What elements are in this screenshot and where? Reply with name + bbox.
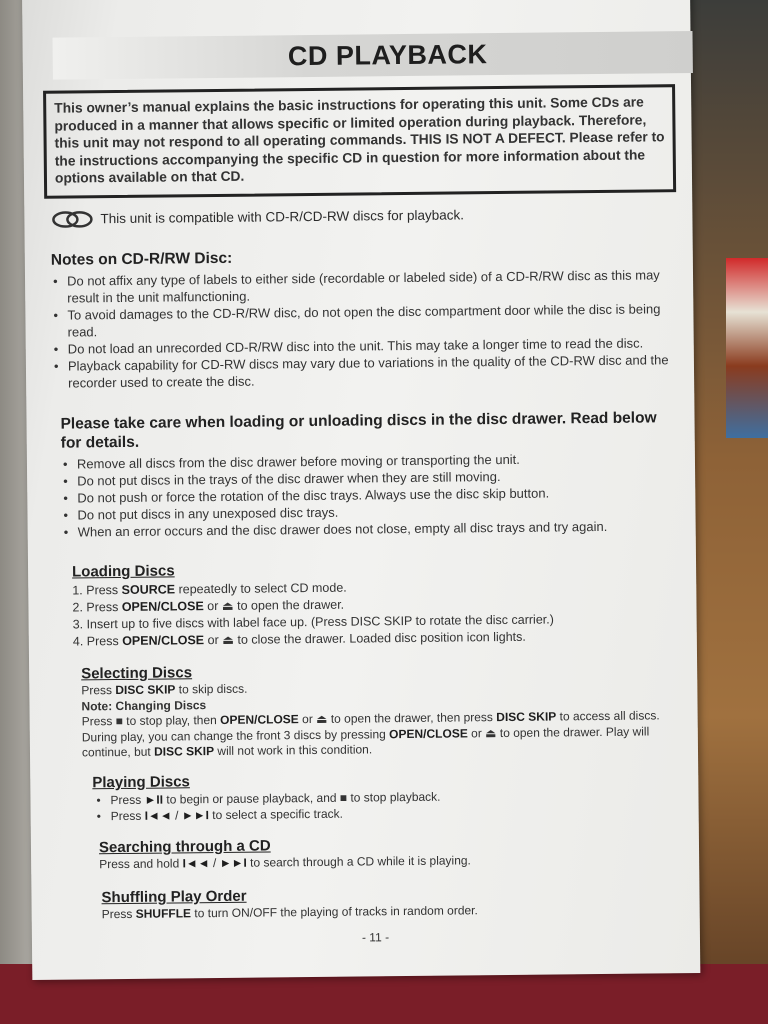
notice-box: This owner’s manual explains the basic instructions for operating this unit. Some CDs are produced in a manner that allows specific or limited operation during playback. Therefore, this unit may not respond to all operating commands. THIS IS NOT A DEFECT. Please refer to the instructions accompanying the specific CD in question for more information about the options available on that CD. xyxy=(43,84,676,198)
prev-track-icon: I◄◄ xyxy=(144,808,172,823)
cd-rw-logo-icon xyxy=(50,207,94,229)
loading-heading: Loading Discs xyxy=(72,562,175,581)
cdr-notes-list xyxy=(51,266,676,392)
playing-heading: Playing Discs xyxy=(92,773,190,792)
list-item: 1. Press SOURCE repeatedly to select CD mode. xyxy=(72,580,347,598)
next-track-icon: ►►I xyxy=(219,855,247,870)
list-item: • Press ►II to begin or pause playback, and ■ to stop playback. xyxy=(94,786,654,808)
page-title: CD PLAYBACK xyxy=(287,39,488,72)
list-item: • Remove all discs from the disc drawer before moving or transporting the unit. xyxy=(61,449,677,472)
background-magazine xyxy=(726,258,768,438)
eject-icon: ⏏ xyxy=(221,598,234,613)
selecting-heading: Selecting Discs xyxy=(81,664,193,683)
compat-text: This unit is compatible with CD-R/CD-RW discs for playback. xyxy=(100,206,465,226)
selecting-text: Press DISC SKIP to skip discs. Note: Changing Discs Press ■ to stop play, then OPEN/CLOSE or ⏏ to open the drawer, then press DISC SKIP to access all discs. During play, you can change the front 3 discs by pressing OPEN/CLOSE or ⏏ to open the drawer. Play will continue, but DISC SKIP will not work in this condition. xyxy=(81,681,660,760)
eject-icon: ⏏ xyxy=(485,725,497,740)
list-item: • Do not affix any type of labels to either side (recordable or labeled side) of a CD-R/RW disc as this may result in the unit malfunctioning. xyxy=(51,266,675,307)
stop-icon: ■ xyxy=(339,790,348,805)
next-track-icon: ►►I xyxy=(181,808,209,823)
cdr-notes-heading: Notes on CD-R/RW Disc: xyxy=(50,249,233,269)
play-pause-icon: ►II xyxy=(144,792,164,807)
list-item: • Do not load an unrecorded CD-R/RW disc into the unit. This may take a longer time to read the disc. xyxy=(52,334,676,358)
eject-icon: ⏏ xyxy=(222,632,235,647)
list-item: • Playback capability for CD-RW discs may vary due to variations in the quality of the CD-RW disc and the recorder used to create the disc. xyxy=(52,351,676,392)
list-item: 2. Press OPEN/CLOSE or ⏏ to open the drawer. xyxy=(72,597,345,615)
list-item: • Do not put discs in the trays of the disc drawer when they are still moving. xyxy=(61,466,677,489)
care-list xyxy=(61,449,678,540)
eject-icon: ⏏ xyxy=(316,711,328,726)
page-number: - 11 - xyxy=(361,930,390,945)
stop-icon: ■ xyxy=(115,713,123,729)
list-item: 3. Insert up to five discs with label face up. (Press DISC SKIP to rotate the disc carrier.) xyxy=(72,612,554,632)
playing-list xyxy=(94,786,654,824)
list-item: 4. Press OPEN/CLOSE or ⏏ to close the drawer. Loaded disc position icon lights. xyxy=(72,629,526,649)
list-item: • Press I◄◄ / ►►I to select a specific track. xyxy=(95,802,655,824)
list-item: • Do not push or force the rotation of the disc trays. Always use the disc skip button. xyxy=(61,483,677,506)
list-item: • To avoid damages to the CD-R/RW disc, do not open the disc compartment door while the disc is being read. xyxy=(51,300,675,341)
prev-track-icon: I◄◄ xyxy=(182,856,210,871)
list-item: • Do not put discs in any unexposed disc trays. xyxy=(61,500,677,523)
loading-steps xyxy=(72,576,673,650)
shuffle-text: Press SHUFFLE to turn ON/OFF the playing of tracks in random order. xyxy=(101,903,478,922)
shuffle-heading: Shuffling Play Order xyxy=(101,887,247,907)
searching-heading: Searching through a CD xyxy=(98,837,271,857)
list-item: • When an error occurs and the disc drawer does not close, empty all disc trays and try again. xyxy=(62,517,678,540)
compat-line xyxy=(50,201,670,229)
searching-text: Press and hold I◄◄ / ►►I to search through a CD while it is playing. xyxy=(99,853,471,872)
care-heading: Please take care when loading or unloading discs in the disc drawer. Read below for details. xyxy=(60,409,657,452)
manual-page xyxy=(22,0,700,980)
